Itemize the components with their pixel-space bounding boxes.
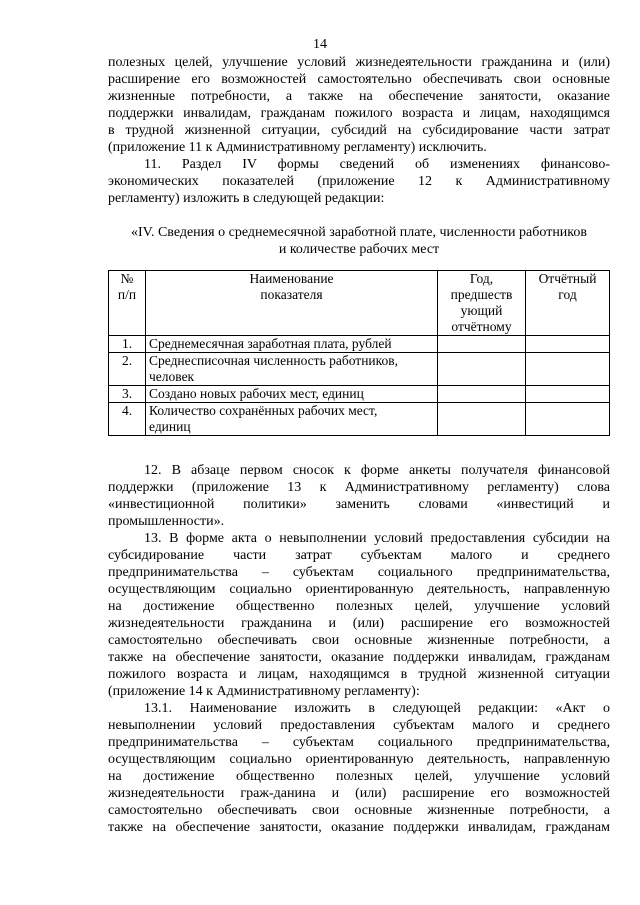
text-line: осуществляющим социально ориентированную деятельность, направленную	[108, 752, 610, 767]
indicators-table	[108, 270, 610, 436]
table-row	[109, 336, 610, 353]
table-row	[109, 403, 610, 436]
text-line: также на обеспечение занятости, оказание поддержки инвалидам, гражданам	[108, 650, 610, 665]
text-line: 13.1. Наименование изложить в следующей редакции: «Акт о	[144, 701, 610, 716]
text-line: расширение его возможностей самостоятельно обеспечивать свои основные	[108, 72, 610, 87]
text-line: поддержки (приложение 13 к Административному регламенту) слова	[108, 480, 610, 495]
text-line: регламенту) изложить в следующей редакции:	[108, 191, 385, 206]
section-title-line: «IV. Сведения о среднемесячной заработной плате, численности работников	[130, 225, 588, 240]
paragraph-13-1	[108, 700, 610, 836]
text-line: осуществляющим социально ориентированную деятельность, направленную	[108, 582, 610, 597]
text-line: предпринимательства – субъектам социального предпринимательства,	[108, 565, 610, 580]
text-line: на достижение общественно полезных целей, улучшение условий	[108, 769, 610, 784]
row-previous-year-value	[438, 353, 526, 386]
paragraph-13	[108, 530, 610, 700]
paragraph-continuation	[108, 54, 610, 156]
text-line: «инвестиционной политики» заменить словами «инвестиций и	[108, 497, 610, 512]
row-previous-year-value	[438, 403, 526, 436]
row-indicator: Среднемесячная заработная плата, рублей	[146, 336, 438, 353]
text-line: самостоятельно обеспечивать свои основные жизненные потребности, а	[108, 633, 610, 648]
text-line: экономических показателей (приложение 12 к Административному	[108, 174, 610, 189]
text-line: 12. В абзаце первом сносок к форме анкеты получателя финансовой	[144, 463, 610, 478]
text-line: (приложение 11 к Административному регламенту) исключить.	[108, 140, 487, 155]
text-line: жизненные потребности, а также на обеспечение занятости, оказание	[108, 89, 610, 104]
paragraph-12	[108, 462, 610, 530]
row-number: 4.	[109, 403, 146, 436]
text-line: самостоятельно обеспечивать свои основные жизненные потребности, а	[108, 803, 610, 818]
row-indicator: Создано новых рабочих мест, единиц	[146, 386, 438, 403]
text-line: пожилого возраста и лицам, находящимся в трудной жизненной ситуации	[108, 667, 610, 682]
text-line: в трудной жизненной ситуации, субсидий на субсидирование части затрат	[108, 123, 610, 138]
text-line: поддержки инвалидам, гражданам пожилого возраста и лицам, находящимся	[108, 106, 610, 121]
row-number: 2.	[109, 353, 146, 386]
row-indicator: Среднесписочная численность работников, человек	[146, 353, 438, 386]
row-reporting-year-value	[526, 336, 610, 353]
row-previous-year-value	[438, 386, 526, 403]
text-line: (приложение 14 к Административному регламенту):	[108, 684, 420, 699]
paragraph-11	[108, 156, 610, 207]
row-number: 1.	[109, 336, 146, 353]
row-reporting-year-value	[526, 403, 610, 436]
text-line: 13. В форме акта о невыполнении условий предоставления субсидии на	[144, 531, 610, 546]
text-line: субсидирование части затрат субъектам малого и среднего	[108, 548, 610, 563]
text-line: полезных целей, улучшение условий жизнедеятельности гражданина и (или)	[108, 55, 610, 70]
row-previous-year-value	[438, 336, 526, 353]
row-number: 3.	[109, 386, 146, 403]
table-header-row	[109, 271, 610, 336]
text-line: жизнедеятельности граж-данина и (или) расширение его возможностей	[108, 786, 610, 801]
text-line: промышленности».	[108, 514, 225, 529]
section-title-line: и количестве рабочих мест	[278, 242, 440, 257]
header-number: № п/п	[109, 271, 146, 336]
header-previous-year: Год, предшеств ующий отчётному	[438, 271, 526, 336]
text-line: также на обеспечение занятости, оказание поддержки инвалидам, гражданам	[108, 820, 610, 835]
row-reporting-year-value	[526, 386, 610, 403]
row-indicator: Количество сохранённых рабочих мест, единиц	[146, 403, 438, 436]
table-row	[109, 386, 610, 403]
text-line: 11. Раздел IV формы сведений об изменениях финансово-	[144, 157, 610, 172]
header-reporting-year: Отчётный год	[526, 271, 610, 336]
table-row	[109, 353, 610, 386]
section-title	[108, 224, 610, 258]
header-indicator-name: Наименование показателя	[146, 271, 438, 336]
text-line: предпринимательства – субъектам социального предпринимательства,	[108, 735, 610, 750]
text-line: на достижение общественно полезных целей, улучшение условий	[108, 599, 610, 614]
page-number: 14	[313, 37, 327, 52]
row-reporting-year-value	[526, 353, 610, 386]
text-line: невыполнении условий предоставления субъектам малого и среднего	[108, 718, 610, 733]
text-line: жизнедеятельности гражданина и (или) расширение его возможностей	[108, 616, 610, 631]
